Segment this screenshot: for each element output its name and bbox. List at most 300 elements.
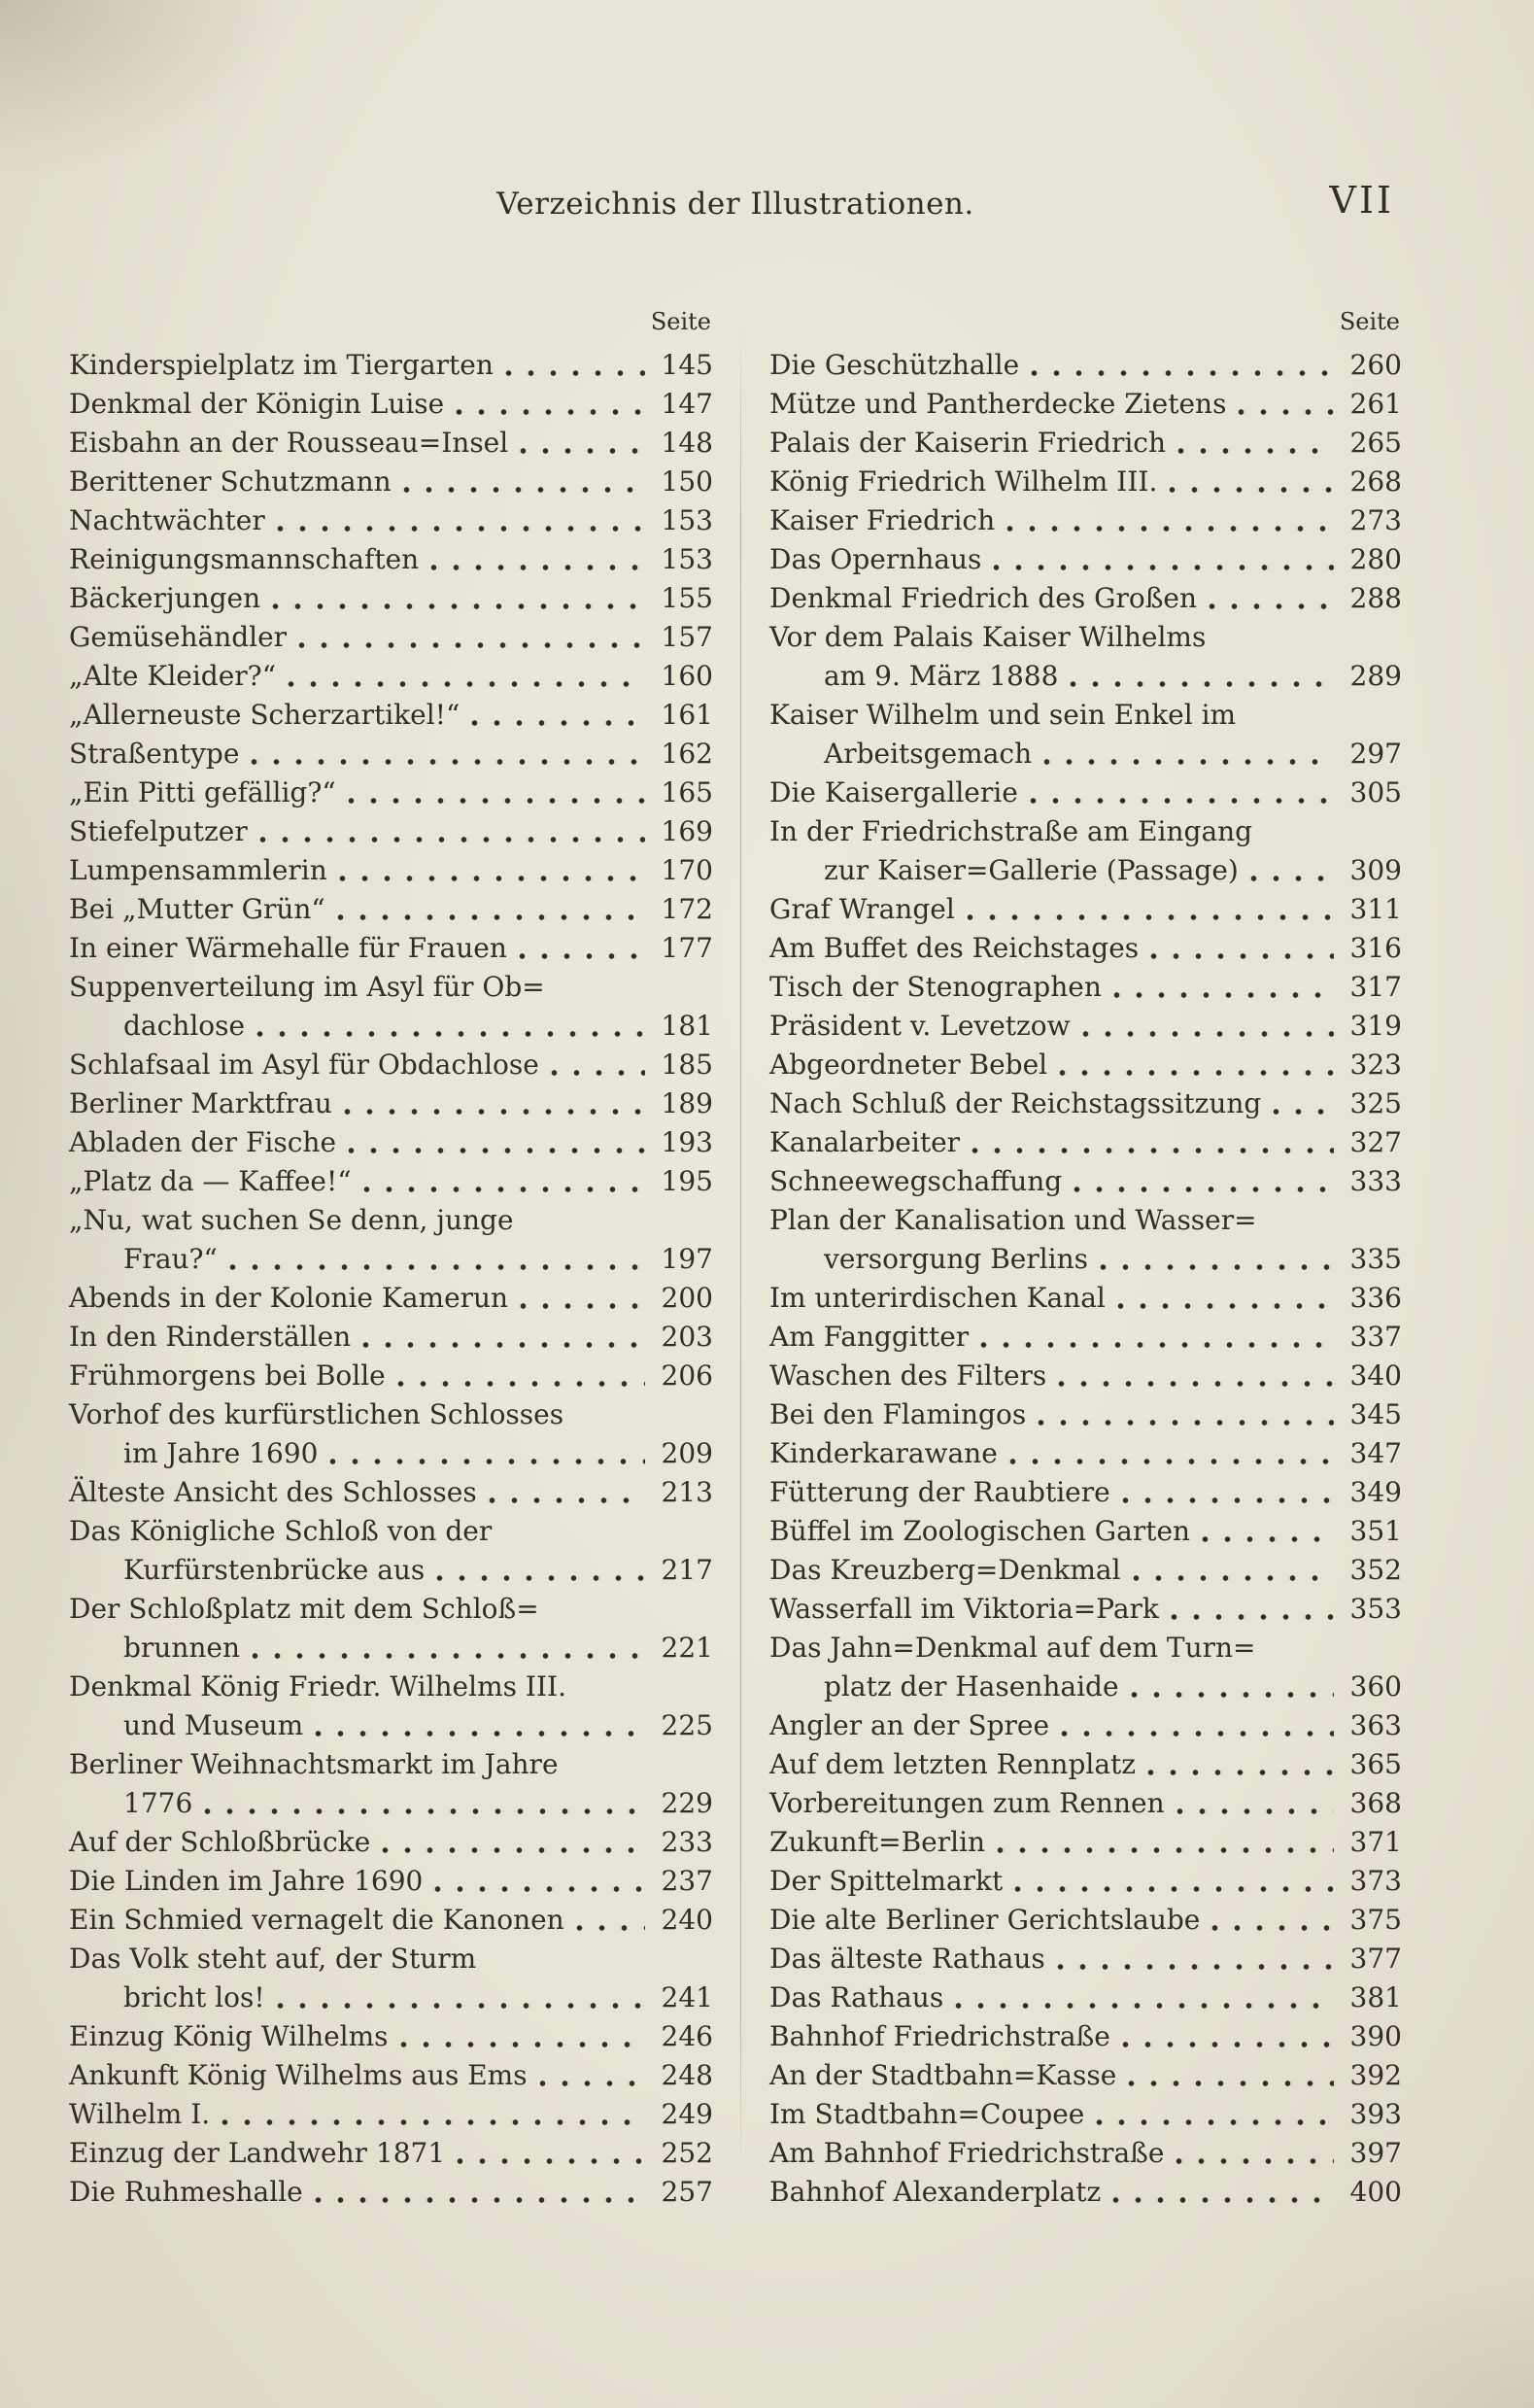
entry-page-number: 305 (1349, 776, 1402, 808)
toc-entry-line (769, 1084, 1402, 1123)
entry-title: Im unterirdischen Kanal (769, 1282, 1106, 1314)
toc-entry-line (69, 501, 713, 540)
toc-entry-line (769, 1745, 1402, 1784)
entry-title: Vor dem Palais Kaiser Wilhelms (769, 621, 1207, 653)
entry-title: Gemüsehändler (69, 621, 288, 653)
toc-entry-line (69, 696, 713, 735)
entry-title: Bahnhof Friedrichstraße (769, 2020, 1110, 2052)
toc-entry-line (769, 2056, 1402, 2095)
toc-entry (769, 1046, 1402, 1084)
toc-entry-line (769, 735, 1402, 774)
entry-page-number: 373 (1349, 1865, 1402, 1897)
dot-leader (1131, 1691, 1334, 1699)
toc-entry-line (769, 657, 1402, 696)
dot-leader (1043, 758, 1334, 766)
toc-entry (69, 2056, 713, 2095)
entry-title: Am Buffet des Reichstages (769, 932, 1140, 964)
toc-entry (769, 540, 1402, 579)
toc-entry (769, 1745, 1402, 1784)
toc-entry-line (769, 1668, 1402, 1706)
dot-leader (277, 525, 645, 533)
entry-page-number: 193 (661, 1126, 713, 1158)
entry-title: Die alte Berliner Gerichtslaube (769, 1904, 1201, 1936)
entry-title: Bahnhof Alexanderplatz (769, 2176, 1102, 2208)
dot-leader (576, 1924, 645, 1932)
toc-entry-line (69, 657, 713, 696)
entry-page-number: 237 (661, 1865, 713, 1897)
toc-entry (769, 929, 1402, 968)
toc-entry (769, 1862, 1402, 1901)
toc-entry (769, 1318, 1402, 1357)
entry-page-number: 229 (661, 1787, 713, 1819)
toc-entry (769, 1512, 1402, 1551)
entry-page-number: 195 (661, 1165, 713, 1197)
entry-page-number: 217 (661, 1554, 713, 1586)
toc-entry (769, 1279, 1402, 1318)
toc-entry-line (69, 2173, 713, 2212)
toc-entry-line (769, 929, 1402, 968)
toc-entry-line (69, 1473, 713, 1512)
toc-entry (69, 696, 713, 735)
toc-entry-line (769, 890, 1402, 929)
dot-leader (1209, 602, 1334, 610)
dot-leader (1113, 991, 1334, 999)
entry-title: Die Linden im Jahre 1690 (69, 1865, 424, 1897)
toc-entry (769, 424, 1402, 463)
dot-leader (505, 369, 645, 377)
toc-entry-line (769, 1978, 1402, 2017)
toc-entry (69, 540, 713, 579)
entry-title: Ankunft König Wilhelms aus Ems (69, 2059, 528, 2091)
dot-leader (1150, 952, 1334, 960)
entry-page-number: 148 (661, 427, 713, 459)
toc-entry (69, 968, 713, 1046)
entry-title: am 9. März 1888 (824, 660, 1059, 692)
entry-page-number: 297 (1349, 738, 1402, 770)
toc-entry-line (69, 1590, 713, 1629)
entry-title: Vorhof des kurfürstlichen Schlosses (69, 1398, 564, 1430)
toc-entry-line (769, 1629, 1402, 1668)
entry-page-number: 260 (1349, 349, 1402, 381)
toc-entry (69, 1201, 713, 1279)
entry-title: In der Friedrichstraße am Eingang (769, 815, 1253, 847)
toc-entry (69, 1473, 713, 1512)
toc-entry-line (69, 1357, 713, 1395)
entry-page-number: 392 (1349, 2059, 1402, 2091)
toc-entry-line (69, 1123, 713, 1162)
entry-title: Berliner Marktfrau (69, 1087, 332, 1119)
entry-title: Büffel im Zoologischen Garten (769, 1515, 1191, 1547)
toc-entry-line (69, 1940, 713, 1978)
toc-entry-line (69, 1629, 713, 1668)
toc-entry-line (769, 346, 1402, 385)
entry-page-number: 316 (1349, 932, 1402, 964)
entry-page-number: 177 (661, 932, 713, 964)
entry-page-number: 280 (1349, 543, 1402, 575)
toc-entry-line (769, 579, 1402, 618)
toc-entry (69, 851, 713, 890)
dot-leader (1082, 1030, 1334, 1038)
entry-title: Am Bahnhof Friedrichstraße (769, 2137, 1165, 2169)
toc-entry-line (769, 2134, 1402, 2173)
folio-page-number: VII (1329, 179, 1394, 222)
toc-entry (69, 2017, 713, 2056)
dot-leader (315, 2196, 645, 2204)
entry-title: Abgeordneter Bebel (769, 1049, 1048, 1081)
toc-entry (769, 1434, 1402, 1473)
entry-title: Schneewegschaffung (769, 1165, 1063, 1197)
entry-page-number: 189 (661, 1087, 713, 1119)
entry-title: Bei den Flamingos (769, 1398, 1027, 1430)
entry-title: Auf dem letzten Rennplatz (769, 1748, 1137, 1780)
entry-page-number: 161 (661, 699, 713, 731)
toc-entry (69, 463, 713, 501)
dot-leader (539, 2080, 645, 2087)
entry-title: Kinderkarawane (769, 1437, 998, 1469)
entry-title: Bäckerjungen (69, 582, 261, 614)
toc-entry-line (769, 1395, 1402, 1434)
toc-entry-line (69, 968, 713, 1007)
entry-title: dachlose (123, 1010, 246, 1042)
dot-leader (997, 1846, 1334, 1854)
entry-title: und Museum (123, 1709, 304, 1741)
toc-entry-line (69, 1823, 713, 1862)
toc-entry (769, 1551, 1402, 1590)
toc-entry-line (69, 540, 713, 579)
toc-entry-line (769, 1046, 1402, 1084)
entry-title: Nach Schluß der Reichstagssitzung (769, 1087, 1262, 1119)
entry-page-number: 365 (1349, 1748, 1402, 1780)
entry-title: Abladen der Fische (69, 1126, 337, 1158)
toc-entry (69, 2173, 713, 2212)
toc-entry-line (769, 1590, 1402, 1629)
toc-entry (69, 1940, 713, 2017)
entry-title: Das Rathaus (769, 1981, 944, 2013)
toc-entry-line (69, 1512, 713, 1551)
toc-entry (69, 346, 713, 385)
entry-title: Das Opernhaus (769, 543, 982, 575)
dot-leader (348, 1147, 645, 1154)
toc-entry-line (769, 540, 1402, 579)
dot-leader (1177, 447, 1334, 455)
toc-entry (69, 657, 713, 696)
entry-title: An der Stadtbahn=Kasse (769, 2059, 1117, 2091)
toc-entry (769, 812, 1402, 890)
toc-entry-line (769, 1940, 1402, 1978)
entry-title: Älteste Ansicht des Schlosses (69, 1476, 477, 1508)
toc-entry-line (769, 1318, 1402, 1357)
toc-entry (769, 1084, 1402, 1123)
dot-leader (259, 836, 645, 843)
dot-leader (1061, 1730, 1334, 1737)
entry-title: Präsident v. Levetzow (769, 1010, 1071, 1042)
toc-entry-line (769, 1551, 1402, 1590)
seite-column-label-left: Seite (650, 308, 711, 335)
entry-page-number: 311 (1349, 893, 1402, 925)
toc-entry-line (69, 2017, 713, 2056)
dot-leader (397, 1380, 645, 1388)
toc-entry-line (69, 929, 713, 968)
entry-title: Tisch der Stenographen (769, 971, 1102, 1003)
entry-page-number: 351 (1349, 1515, 1402, 1547)
dot-leader (315, 1730, 645, 1737)
entry-title: „Allerneuste Scherzartikel!“ (69, 699, 460, 731)
entry-title: Wasserfall im Viktoria=Park (769, 1593, 1159, 1625)
entry-title: Auf der Schloßbrücke (69, 1826, 371, 1858)
entry-title: Straßentype (69, 738, 240, 770)
dot-leader (329, 1458, 645, 1465)
toc-entry (69, 1823, 713, 1862)
entry-page-number: 150 (661, 465, 713, 498)
dot-leader (1171, 1613, 1334, 1621)
toc-entry-line (769, 1706, 1402, 1745)
toc-entry-line (69, 1201, 713, 1240)
toc-entry-line (769, 463, 1402, 501)
dot-leader (403, 486, 645, 494)
entry-title: Das älteste Rathaus (769, 1943, 1045, 1975)
dot-leader (980, 1341, 1334, 1349)
entry-page-number: 181 (661, 1010, 713, 1042)
toc-entry (69, 890, 713, 929)
dot-leader (1100, 1263, 1334, 1271)
entry-page-number: 209 (661, 1437, 713, 1469)
toc-entry (69, 1668, 713, 1745)
toc-entry (69, 812, 713, 851)
entry-page-number: 261 (1349, 388, 1402, 420)
entry-title: Der Spittelmarkt (769, 1865, 1004, 1897)
entry-page-number: 325 (1349, 1087, 1402, 1119)
entry-title: Frühmorgens bei Bolle (69, 1359, 386, 1392)
entry-title: Ein Schmied vernagelt die Kanonen (69, 1904, 564, 1936)
entry-title: Vorbereitungen zum Rennen (769, 1787, 1165, 1819)
toc-entry-line (769, 424, 1402, 463)
toc-entry-line (769, 2173, 1402, 2212)
dot-leader (1038, 1419, 1334, 1427)
toc-entry (69, 579, 713, 618)
toc-entry-line (69, 1162, 713, 1201)
dot-leader (1074, 1186, 1334, 1193)
dot-leader (1133, 1574, 1334, 1582)
entry-title: Plan der Kanalisation und Wasser= (769, 1204, 1257, 1236)
entry-page-number: 213 (661, 1476, 713, 1508)
dot-leader (1122, 1496, 1334, 1504)
entry-title: 1776 (123, 1787, 193, 1819)
entry-page-number: 309 (1349, 854, 1402, 886)
dot-leader (1112, 2196, 1334, 2204)
entry-title: Waschen des Filters (769, 1359, 1047, 1392)
toc-entry (769, 2017, 1402, 2056)
toc-entry-line (69, 1551, 713, 1590)
dot-leader (348, 797, 645, 805)
entry-title: Kaiser Friedrich (769, 504, 996, 536)
entry-page-number: 200 (661, 1282, 713, 1314)
dot-leader (1250, 875, 1334, 882)
entry-title: versorgung Berlins (824, 1243, 1089, 1275)
dot-leader (1169, 486, 1334, 494)
toc-entry-line (769, 1823, 1402, 1862)
toc-entry (769, 2056, 1402, 2095)
dot-leader (1147, 1769, 1334, 1776)
dot-leader (471, 719, 645, 727)
toc-entry-line (769, 385, 1402, 424)
toc-entry-line (69, 2134, 713, 2173)
toc-entry-line (769, 1007, 1402, 1046)
dot-leader (229, 1263, 645, 1271)
entry-title: Einzug der Landwehr 1871 (69, 2137, 446, 2169)
entry-title: Fütterung der Raubtiere (769, 1476, 1110, 1508)
toc-entry (769, 1473, 1402, 1512)
entry-page-number: 273 (1349, 504, 1402, 536)
toc-entry (69, 1590, 713, 1668)
dot-leader (1117, 1302, 1334, 1310)
page-header (0, 0, 1534, 222)
dot-leader (1030, 797, 1334, 805)
toc-entry (769, 2134, 1402, 2173)
toc-entry (69, 1901, 713, 1940)
entry-title: Denkmal Friedrich des Großen (769, 582, 1198, 614)
toc-entry-line (769, 696, 1402, 735)
dot-leader (204, 1807, 645, 1815)
toc-entry (69, 1745, 713, 1823)
toc-entry (769, 1978, 1402, 2017)
entry-page-number: 252 (661, 2137, 713, 2169)
toc-entry-line (69, 812, 713, 851)
entry-page-number: 248 (661, 2059, 713, 2091)
entry-page-number: 360 (1349, 1670, 1402, 1703)
entry-title: Das Volk steht auf, der Sturm (69, 1943, 477, 1975)
dot-leader (457, 2157, 645, 2165)
toc-entry (769, 968, 1402, 1007)
dot-leader (967, 913, 1334, 921)
toc-entry (69, 1162, 713, 1201)
dot-leader (272, 602, 645, 610)
toc-entry (769, 1007, 1402, 1046)
entry-page-number: 288 (1349, 582, 1402, 614)
entry-title: Das Jahn=Denkmal auf dem Turn= (769, 1632, 1256, 1664)
toc-entry (769, 696, 1402, 774)
toc-entry-line (69, 735, 713, 774)
toc-entry-line (69, 618, 713, 657)
toc-entry (769, 385, 1402, 424)
toc-entry (769, 1123, 1402, 1162)
entry-title: Am Fanggitter (769, 1321, 970, 1353)
toc-entry-line (769, 1162, 1402, 1201)
toc-entry (69, 2095, 713, 2134)
entry-page-number: 400 (1349, 2176, 1402, 2208)
dot-leader (436, 1574, 645, 1582)
toc-entry-line (69, 1318, 713, 1357)
entry-title: „Platz da — Kaffee!“ (69, 1165, 352, 1197)
toc-entry (769, 2173, 1402, 2212)
dot-leader (288, 680, 645, 688)
entry-page-number: 335 (1349, 1243, 1402, 1275)
toc-entry-line (769, 851, 1402, 890)
entry-title: Kanalarbeiter (769, 1126, 961, 1158)
toc-entry (69, 1357, 713, 1395)
entry-page-number: 157 (661, 621, 713, 653)
entry-page-number: 162 (661, 738, 713, 770)
dot-leader (251, 758, 645, 766)
toc-entry-line (769, 812, 1402, 851)
entry-page-number: 319 (1349, 1010, 1402, 1042)
entry-title: Berittener Schutzmann (69, 465, 392, 498)
entry-title: Wilhelm I. (69, 2098, 211, 2130)
dot-leader (382, 1846, 645, 1854)
entry-page-number: 197 (661, 1243, 713, 1275)
toc-entry (69, 424, 713, 463)
toc-entry-line (769, 2017, 1402, 2056)
entry-page-number: 165 (661, 776, 713, 808)
toc-entry-line (69, 1007, 713, 1046)
entry-page-number: 203 (661, 1321, 713, 1353)
toc-entry (769, 1201, 1402, 1279)
toc-entry (69, 929, 713, 968)
dot-leader (520, 1302, 645, 1310)
toc-entry-line (69, 1434, 713, 1473)
toc-entry-line (69, 1706, 713, 1745)
toc-entry-line (769, 1901, 1402, 1940)
entry-title: Bei „Mutter Grün“ (69, 893, 325, 925)
toc-entry-line (769, 1357, 1402, 1395)
dot-leader (1128, 2080, 1334, 2087)
entry-page-number: 371 (1349, 1826, 1402, 1858)
toc-entry-line (69, 579, 713, 618)
illustration-index (69, 305, 1402, 2212)
entry-page-number: 317 (1349, 971, 1402, 1003)
entry-page-number: 397 (1349, 2137, 1402, 2169)
dot-leader (222, 2118, 645, 2126)
toc-entry-line (69, 1784, 713, 1823)
dot-leader (298, 641, 645, 649)
entry-page-number: 349 (1349, 1476, 1402, 1508)
header-inner (69, 179, 1402, 222)
entry-title: Angler an der Spree (769, 1709, 1050, 1741)
dot-leader (1273, 1108, 1334, 1116)
toc-entry (69, 1395, 713, 1473)
entry-title: „Nu, wat suchen Se denn, junge (69, 1204, 514, 1236)
toc-entry-line (69, 774, 713, 812)
toc-entry-line (69, 1395, 713, 1434)
dot-leader (456, 408, 645, 416)
entry-page-number: 145 (661, 349, 713, 381)
toc-entry-line (69, 1978, 713, 2017)
toc-entry-line (769, 1784, 1402, 1823)
entry-page-number: 368 (1349, 1787, 1402, 1819)
toc-entry-line (69, 1084, 713, 1123)
toc-entry (769, 1940, 1402, 1978)
dot-leader (1211, 1924, 1334, 1932)
toc-entry-line (769, 1862, 1402, 1901)
entry-title: Die Geschützhalle (769, 349, 1020, 381)
entry-page-number: 340 (1349, 1359, 1402, 1392)
dot-leader (1009, 1458, 1334, 1465)
toc-entry (769, 1590, 1402, 1629)
right-column (769, 305, 1402, 2212)
entry-page-number: 390 (1349, 2020, 1402, 2052)
entry-page-number: 240 (661, 1904, 713, 1936)
entry-page-number: 172 (661, 893, 713, 925)
toc-entry-line (69, 1901, 713, 1940)
toc-entry (769, 346, 1402, 385)
toc-entry-line (769, 1201, 1402, 1240)
toc-entry-line (769, 1434, 1402, 1473)
toc-entry (69, 501, 713, 540)
entry-title: Frau?“ (123, 1243, 218, 1275)
dot-leader (520, 447, 645, 455)
dot-leader (1014, 1885, 1334, 1893)
toc-entry (769, 890, 1402, 929)
entry-title: Lumpensammlerin (69, 854, 327, 886)
